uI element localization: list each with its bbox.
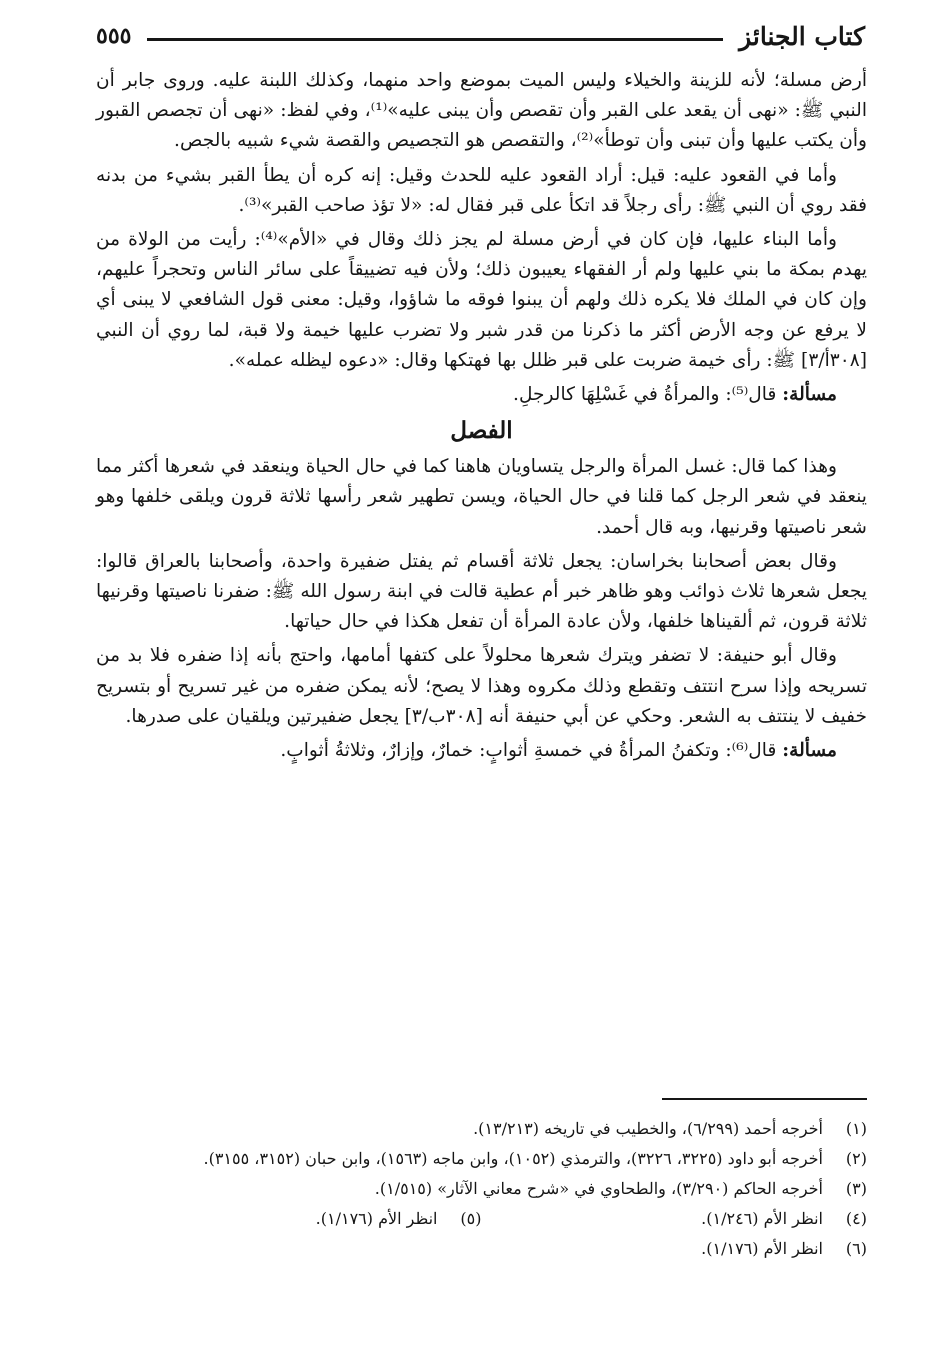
paragraph-6: وقال أبو حنيفة: لا تضفر ويترك شعرها محلولاً على كتفها أمامها، واحتج بأنه إذا ضفره فلا بد من تسريحه وإذا سرح انتتف وتقطع وذلك مكروه وهذا لا يصح؛ لأنه يمكن ضفره من غير تسريح أو بتسريح خفيف لا ينتتف به الشعر. وحكي عن أبي حنيفة أنه [٣٠٨ب/٣] يجعل ضفيرتين ويلقيان على صدرها. xyxy=(96,645,867,727)
footnote-text: انظر الأم (١/١٧٦). xyxy=(701,1239,823,1258)
running-title: كتاب الجنائز xyxy=(739,21,865,51)
footnote-separator xyxy=(662,1098,867,1100)
footnote-text: انظر الأم (١/٢٤٦). xyxy=(701,1209,823,1228)
paragraph-3: وأما البناء عليها، فإن كان في أرض مسلة لم يجز ذلك وقال في «الأم»⁽⁴⁾: رأيت من الولاة من يهدم بمكة ما بني عليها ولم أر الفقهاء يعيبون ذلك؛ ولأن فيه تضييقاً على سائر الناس وتحجراً عليهم، وإن كان في الملك فلا يكره ذلك ولهم أن يبنوا فوقه ما شاؤوا، وقيل: معنى قول الشافعي لا يبنى أي لا يرفع عن وجه الأرض أكثر ما ذكرنا من قدر شبر ولا تضرب عليها خيمة ولا قبة، لما روي أن النبي [٣٠٨أ/٣] ﷺ: رأى خيمة ضربت على قبر ظلل بها فهتكها وقال: «دعوه ليظله عمله». xyxy=(96,229,867,371)
footnotes xyxy=(96,1114,867,1264)
section-title: الفصل xyxy=(450,417,513,445)
main-text xyxy=(96,66,867,772)
footnote-5 xyxy=(96,1204,482,1234)
footnote-6 xyxy=(96,1234,867,1264)
footnote-number: (٢) xyxy=(845,1149,867,1168)
paragraph-5: وقال بعض أصحابنا بخراسان: يجعل ثلاثة أقسام ثم يفتل ضفيرة واحدة، وأصحابنا بالعراق قالوا: يجعل شعرها ثلاث ذوائب وهو ظاهر خبر أم عطية قالت في ابنة رسول الله ﷺ: ضفرنا ناصيتها وقرنيها ثلاثة قرون، ثم ألقيناها خلفها، ولأن عادة المرأة أن تفعل هكذا في حال حياتها. xyxy=(96,550,867,633)
page-header xyxy=(96,16,865,56)
footnote-number: (٤) xyxy=(845,1209,867,1228)
footnote-3 xyxy=(96,1174,867,1204)
masala-2 xyxy=(96,736,867,766)
paragraph-2: وأما في القعود عليه: قيل: أراد القعود عليه للحدث وقيل: إنه كره أن يطأ القبر بشيء من بدنه فقد روي أن النبي ﷺ: رأى رجلاً قد اتكأ على قبر فقال له: «لا تؤذ صاحب القبر»⁽³⁾. xyxy=(96,164,867,216)
masala-text: قال⁽⁶⁾: وتكفنُ المرأةُ في خمسةِ أثوابٍ: خمارٌ، وإزارٌ، وثلاثةُ أثوابٍ. xyxy=(280,740,777,762)
footnote-number: (٣) xyxy=(845,1179,867,1198)
page-number: ٥٥٥ xyxy=(96,23,132,49)
footnote-text: انظر الأم (١/١٧٦). xyxy=(315,1209,438,1228)
footnote-4 xyxy=(482,1204,868,1234)
paragraph-1: أرض مسلة؛ لأنه للزينة والخيلاء وليس الميت بموضع واحد منهما، وكذلك اللبنة عليه. وروى جابر أن النبي ﷺ: «نهى أن يقعد على القبر وأن تقصص وأن يبنى عليه»⁽¹⁾، وفي لفظ: «نهى أن تجصص القبور وأن يكتب عليها وأن تبنى وأن توطأ»⁽²⁾، والتقصص هو التجصيص والقصة شيء شبيه بالجص. xyxy=(96,70,867,152)
footnote-number: (٦) xyxy=(845,1239,867,1258)
masala-text: قال⁽⁵⁾: والمرأةُ في غَسْلِهَا كالرجلِ. xyxy=(513,384,777,406)
masala-label: مسألة: xyxy=(782,384,837,406)
masala-1 xyxy=(96,380,867,410)
footnote-text: أخرجه أحمد (٦/٢٩٩)، والخطيب في تاريخه (١٣/٢١٣). xyxy=(473,1119,823,1138)
footnote-1 xyxy=(96,1114,867,1144)
paragraph-4: وهذا كما قال: غسل المرأة والرجل يتساويان هاهنا كما في حال الحياة وينعقد في شعرها أكثر مما ينعقد في شعر الرجل كما قلنا في حال الحياة، ويسن تطهير شعر رأسها ثلاثة قرون ويلقى خلفها وهو شعر ناصيتها وقرنيها، وبه قال أحمد. xyxy=(96,456,867,538)
footnote-row-4-5 xyxy=(96,1204,867,1234)
footnote-number: (١) xyxy=(845,1119,867,1138)
masala-label: مسألة: xyxy=(782,740,837,762)
footnote-text: أخرجه الحاكم (٣/٢٩٠)، والطحاوي في «شرح معاني الآثار» (١/٥١٥). xyxy=(374,1179,823,1198)
footnote-number: (٥) xyxy=(460,1209,482,1228)
footnote-text: أخرجه أبو داود (٣٢٢٥، ٣٢٢٦)، والترمذي (١٠٥٢)، وابن ماجه (١٥٦٣)، وابن حبان (٣١٥٢، ٣١٥٥). xyxy=(203,1149,823,1168)
header-rule xyxy=(147,38,723,41)
footnote-2 xyxy=(96,1144,867,1174)
